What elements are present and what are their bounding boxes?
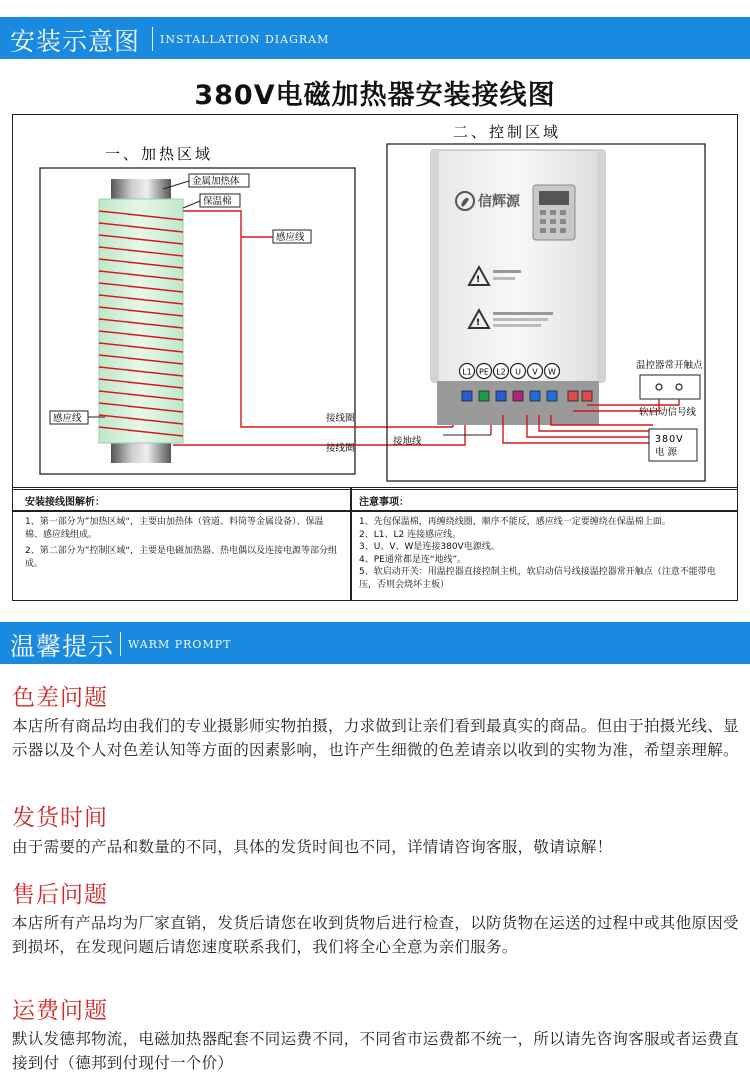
notes-right-heading: 注意事项：: [359, 497, 409, 508]
tip-title-freight: 运费问题: [12, 998, 108, 1024]
terminal-label: L2: [496, 367, 506, 377]
section-subtitle: INSTALLATION DIAGRAM: [160, 33, 330, 46]
label-power-2: 电源: [655, 447, 681, 458]
label-ground: 接地线: [393, 436, 422, 447]
terminal-screw: [462, 391, 472, 401]
note-item: 1、第一部分为”加热区域“，主要由加热体（管道、料筒等金属设备）、保温棉、感应线组成。: [25, 517, 324, 540]
brand-name: 信辉源: [478, 194, 520, 210]
tip-body-after-sales: 本店所有产品均为厂家直销，发货后请您在收到货物后进行检查，以防货物在运送的过程中或其他原因受到损坏，在发现问题后请您速度联系我们，我们将全心全意为亲们服务。: [12, 914, 739, 956]
label-signal: 软启动信号线: [639, 407, 697, 418]
notes-left-body: [25, 516, 341, 570]
tip-body-shipping-time: 由于需要的产品和数量的不同，具体的发货时间也不同，详情请咨询客服，敬请谅解！: [12, 838, 613, 856]
note-item: 4、PE通常都是连“地线”。: [359, 554, 467, 565]
section-title: 温馨提示: [10, 632, 115, 661]
label-coil: 感应线: [276, 232, 305, 243]
label-coil-2: 感应线: [53, 413, 82, 424]
terminal-label: PE: [479, 367, 489, 377]
tip-body-color: 本店所有商品均由我们的专业摄影师实物拍摄，力求做到让亲们看到最真实的商品。但由于拍摄光线、显示器以及个人对色差认知等方面的因素影响，也许产生细微的色差请亲以收到的实物为准，希望亲理解。: [12, 717, 739, 759]
note-item: 2、L1、L2 连接感应线。: [359, 529, 462, 540]
label-metal: 金属加热体: [192, 176, 240, 187]
terminal-screw: [496, 391, 506, 401]
wiring-diagram-svg: [13, 115, 737, 489]
label-insulation: 保温棉: [203, 196, 232, 207]
section-banner-warm-prompt: [0, 622, 750, 664]
section-title: 安装示意图: [10, 27, 141, 56]
tip-body-freight: 默认发德邦物流，电磁加热器配套不同运费不同，不同省市运费都不统一，所以请先咨询客服或者运费直接到付（德邦到付现付一个价）: [12, 1030, 739, 1072]
tip-title-after-sales: 售后问题: [12, 882, 108, 908]
terminal-label: V: [532, 367, 538, 377]
note-item: 2、第二部分为”控制区域“，主要是电磁加热器、热电偶以及连接电源等部分组成。: [25, 546, 338, 569]
section-banner-installation: [0, 17, 750, 59]
terminal-label: L1: [462, 367, 472, 377]
label-coil-circle-2: 接线圈: [326, 443, 355, 454]
note-item: 5、软启动开关：用温控器直接控制主机，软启动信号线接温控器常开触点（注意不能带电压，否则会烧坏主板）: [359, 567, 716, 590]
terminal-label: W: [548, 367, 556, 377]
banner-divider: [120, 632, 121, 656]
electromagnetic-heater: [431, 150, 605, 382]
heating-zone-box: [40, 168, 355, 474]
metal-pipe-bottom: [111, 441, 171, 463]
svg-text:!: !: [476, 318, 481, 328]
terminal-screw: [479, 391, 489, 401]
terminal-screw: [530, 391, 540, 401]
notes-right-body: [359, 516, 731, 591]
signal-terminal: [568, 391, 578, 401]
wiring-diagram: [12, 114, 738, 490]
heating-zone-title: 一、加热区域: [105, 145, 214, 163]
tip-title-shipping-time: 发货时间: [12, 805, 108, 831]
page-title: 380V电磁加热器安装接线图: [194, 80, 556, 111]
notes-table: [12, 487, 738, 601]
terminal-block: [437, 381, 599, 425]
metal-pipe-top: [111, 179, 171, 201]
banner-divider: [152, 27, 153, 51]
terminal-screw: [547, 391, 557, 401]
section-subtitle: WARM PROMPT: [128, 638, 232, 651]
label-power: 380V: [655, 434, 684, 445]
control-zone-title: 二、控制区域: [453, 123, 562, 141]
svg-text:!: !: [476, 275, 481, 285]
signal-terminal: [582, 391, 592, 401]
notes-left-heading: 安装接线图解析：: [25, 497, 105, 508]
terminal-screw: [513, 391, 523, 401]
thermostat-contact-box: [640, 375, 700, 399]
label-thermostat: 温控器常开触点: [636, 360, 703, 371]
note-item: 3、U、V、W是连接380V电源线。: [359, 542, 500, 552]
terminal-label: U: [515, 367, 521, 377]
note-item: 1、先包保温棉，再缠绕线圈，顺序不能反，感应线一定要缠绕在保温棉上面。: [359, 517, 671, 527]
tip-title-color: 色差问题: [12, 685, 108, 711]
label-coil-circle-1: 接线圈: [326, 413, 355, 424]
